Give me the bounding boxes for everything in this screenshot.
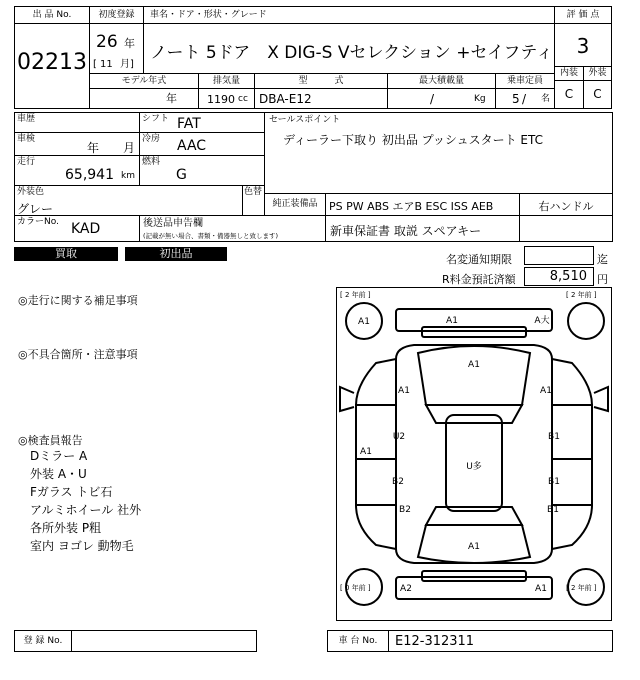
first-reg-month: 11 [100,59,113,70]
handle-cell [519,193,613,216]
model-year-cell [89,88,199,109]
history-cell [14,112,140,133]
car-name-label-cell [143,6,555,24]
mark-front-door-right: B1 [548,432,560,442]
hood-shape [418,346,530,405]
model-year-label: モデル年式 [121,76,167,86]
car-damage-diagram [336,287,612,621]
inspection-cell [14,132,140,156]
recycle-value: 8,510 [549,269,587,284]
history-label: 車歴 [17,114,36,124]
inspector-line: 各所外装 P粗 [30,521,102,535]
first-reg-label: 初度登録 [98,10,135,20]
mark-front-door-center: U2 [392,432,406,442]
inspection-label: 車検 [17,134,36,144]
max-load-unit: Kg [474,94,486,104]
color-no-value: KAD [71,221,101,237]
aftermarket-note: (記載が無い場合、書類・備器無しと致します) [143,232,279,240]
inspection-month-unit: 月 [123,141,136,155]
inspector-line: 外装 A・U [30,467,87,481]
capacity-label-cell [495,73,555,89]
inspection-year-unit: 年 [87,141,100,155]
rear-glass-shape [426,507,522,525]
fuel-label: 燃料 [142,157,161,167]
mark-rear-bumper-right: A1 [535,584,547,594]
first-listing-tag: 初出品 [125,247,227,261]
first-reg-label-cell [89,6,144,24]
interior-grade: C [564,87,574,101]
car-name: ノート 5ドア X DIG-S Vセレクション +セイフティ [150,43,554,63]
mark-rear-door-left: B2 [392,477,404,487]
inspector-line: アルミホイール 社外 [30,503,142,517]
ext-color-label: 外装色 [17,187,45,197]
mark-roof: U多 [466,462,482,472]
first-reg-year: 26 [96,32,118,52]
mark-rear-bumper-left: A2 [400,584,412,594]
capacity-cell [495,88,555,109]
score-label-cell [554,6,612,24]
docs-value: 新車保証書 取説 スペアキー [330,224,482,238]
tire-tag-rear-left: [ 0 年前 ] [340,584,371,592]
sales-point-text: ディーラー下取り 初出品 プッシュスタート ETC [283,133,543,147]
first-reg-cell [89,23,144,74]
ext-color-value: グレー [17,202,54,216]
mark-front-door-left: A1 [360,447,372,457]
color-change-cell [242,185,265,216]
score-value: 3 [576,34,590,58]
max-load-cell [387,88,496,109]
mileage-unit: km [121,171,135,181]
rear-fender-left-shape [356,505,396,549]
mileage-cell [14,155,140,186]
tire-tag-rear-right: [ 2 年前 ] [566,584,597,592]
mileage-label: 走行 [17,157,36,167]
model-code: DBA-E12 [259,92,312,106]
shift-value: FAT [177,116,201,132]
name-change-unit: 迄 [597,253,608,266]
exterior-grade-cell [583,80,612,109]
lot-number: 02213 [17,50,87,75]
capacity-label: 乗車定員 [506,76,543,86]
equipment-items-cell [325,193,520,216]
type-label: 型 式 [298,76,344,86]
mark-rear-door-right: B1 [548,477,560,487]
aftermarket-label: 後送品申告欄 [143,218,203,229]
color-no-label: カラーNo. [17,217,59,227]
capacity-sep: / [522,92,527,106]
displacement-unit: cc [238,94,248,104]
reg-no-label: 登 録 No. [23,636,63,646]
recycle-unit: 円 [597,273,608,286]
fuel-value: G [176,167,187,183]
inspector-line: 室内 ヨゴレ 動物毛 [30,539,134,553]
car-name-label: 車名・ドア・形状・グレード [150,10,267,20]
mark-front-fender-left: A1 [398,386,410,396]
tire-tag-front-right: [ 2 年前 ] [566,291,597,299]
displacement-label-cell [198,73,255,89]
displacement-value: 1190 [207,93,235,106]
rear-door-left-shape [356,459,396,505]
buy-tag: 買取 [14,247,118,261]
mirror-left-icon [340,387,354,411]
score-label: 評 価 点 [566,10,600,20]
ac-value: AAC [177,138,207,154]
equipment-label-cell [264,193,326,216]
reg-no-label-cell [14,630,72,652]
first-reg-year-unit: 年 [124,37,135,50]
aftermarket-cell [139,215,326,242]
chassis-label: 車 台 No. [338,636,378,646]
interior-grade-cell [554,80,584,109]
inspector-report-title: ◎検査員報告 [18,434,83,447]
front-fender-right-shape [552,359,592,405]
inspector-line: Fガラス トビ石 [30,485,113,499]
displacement-label: 排気量 [212,76,240,86]
handle-value: 右ハンドル [538,200,594,213]
car-name-cell [143,23,555,74]
sales-point-label: セールスポイント [269,115,341,125]
recycle-label: R料金預託済額 [442,273,516,286]
equipment-items: PS PW ABS エアB ESC ISS AEB [329,200,494,213]
ext-color-cell [14,185,243,216]
inspector-line: Dミラー A [30,449,88,463]
mark-hood: A1 [468,360,480,370]
car-body-outline [396,345,552,563]
exterior-label-cell [583,66,612,81]
mark-front-bumper-left: A1 [446,316,458,326]
fuel-cell [139,155,265,186]
shift-label: シフト [142,114,170,124]
reg-no-cell [71,630,257,652]
score-cell [554,23,612,67]
ac-cell [139,132,265,156]
max-load-sep: / [430,92,435,106]
mark-front-fender-right: A1 [540,386,552,396]
interior-label: 内装 [559,68,578,78]
interior-label-cell [554,66,584,81]
mark-front-bumper-right: A大 [534,316,550,326]
ac-label: 冷房 [142,134,161,144]
color-no-cell [14,215,140,242]
displacement-cell [198,88,255,109]
docs-cell [325,215,520,242]
type-label-cell [254,73,388,89]
exterior-label: 外装 [588,68,607,78]
tire-front-right-icon [568,303,604,339]
model-year-label-cell [89,73,199,89]
recycle-box [524,267,594,286]
mark-trunk: A1 [468,542,480,552]
exterior-grade: C [593,87,602,101]
max-load-label-cell [387,73,496,89]
tire-tag-front-left: [ 2 年前 ] [340,291,371,299]
chassis-label-cell [327,630,389,652]
name-change-label: 名変通知期限 [446,253,512,266]
equipment-label: 純正装備品 [272,199,318,209]
mark-rear-fender-right: B1 [547,505,559,515]
first-reg-month-open: [ [93,59,97,70]
lot-number-cell [14,23,90,109]
shift-cell [139,112,265,133]
capacity-unit: 名 [541,94,551,104]
driving-notes-title: ◎走行に関する補足事項 [18,294,138,307]
mileage-value: 65,941 [65,167,114,183]
mark-rear-fender-left: B2 [399,505,411,515]
max-load-label: 最大積載量 [418,76,464,86]
model-code-cell [254,88,388,109]
mark-tire-front-left: A1 [358,317,370,327]
model-year-unit: 年 [166,92,177,105]
first-reg-month-unit: 月] [120,59,134,70]
chassis-cell [388,630,613,652]
chassis-value: E12-312311 [395,634,475,649]
lot-label: 出 品 No. [32,10,72,20]
mirror-right-icon [594,387,608,411]
lot-label-cell [14,6,90,24]
defect-notes-title: ◎不具合箇所・注意事項 [18,348,138,361]
front-fender-left-shape [356,359,396,405]
name-change-box [524,246,594,265]
docs-extra-cell [519,215,613,242]
capacity-value: 5 [512,92,520,106]
sales-point-box [264,112,613,194]
color-change-label: 色替 [244,187,263,197]
